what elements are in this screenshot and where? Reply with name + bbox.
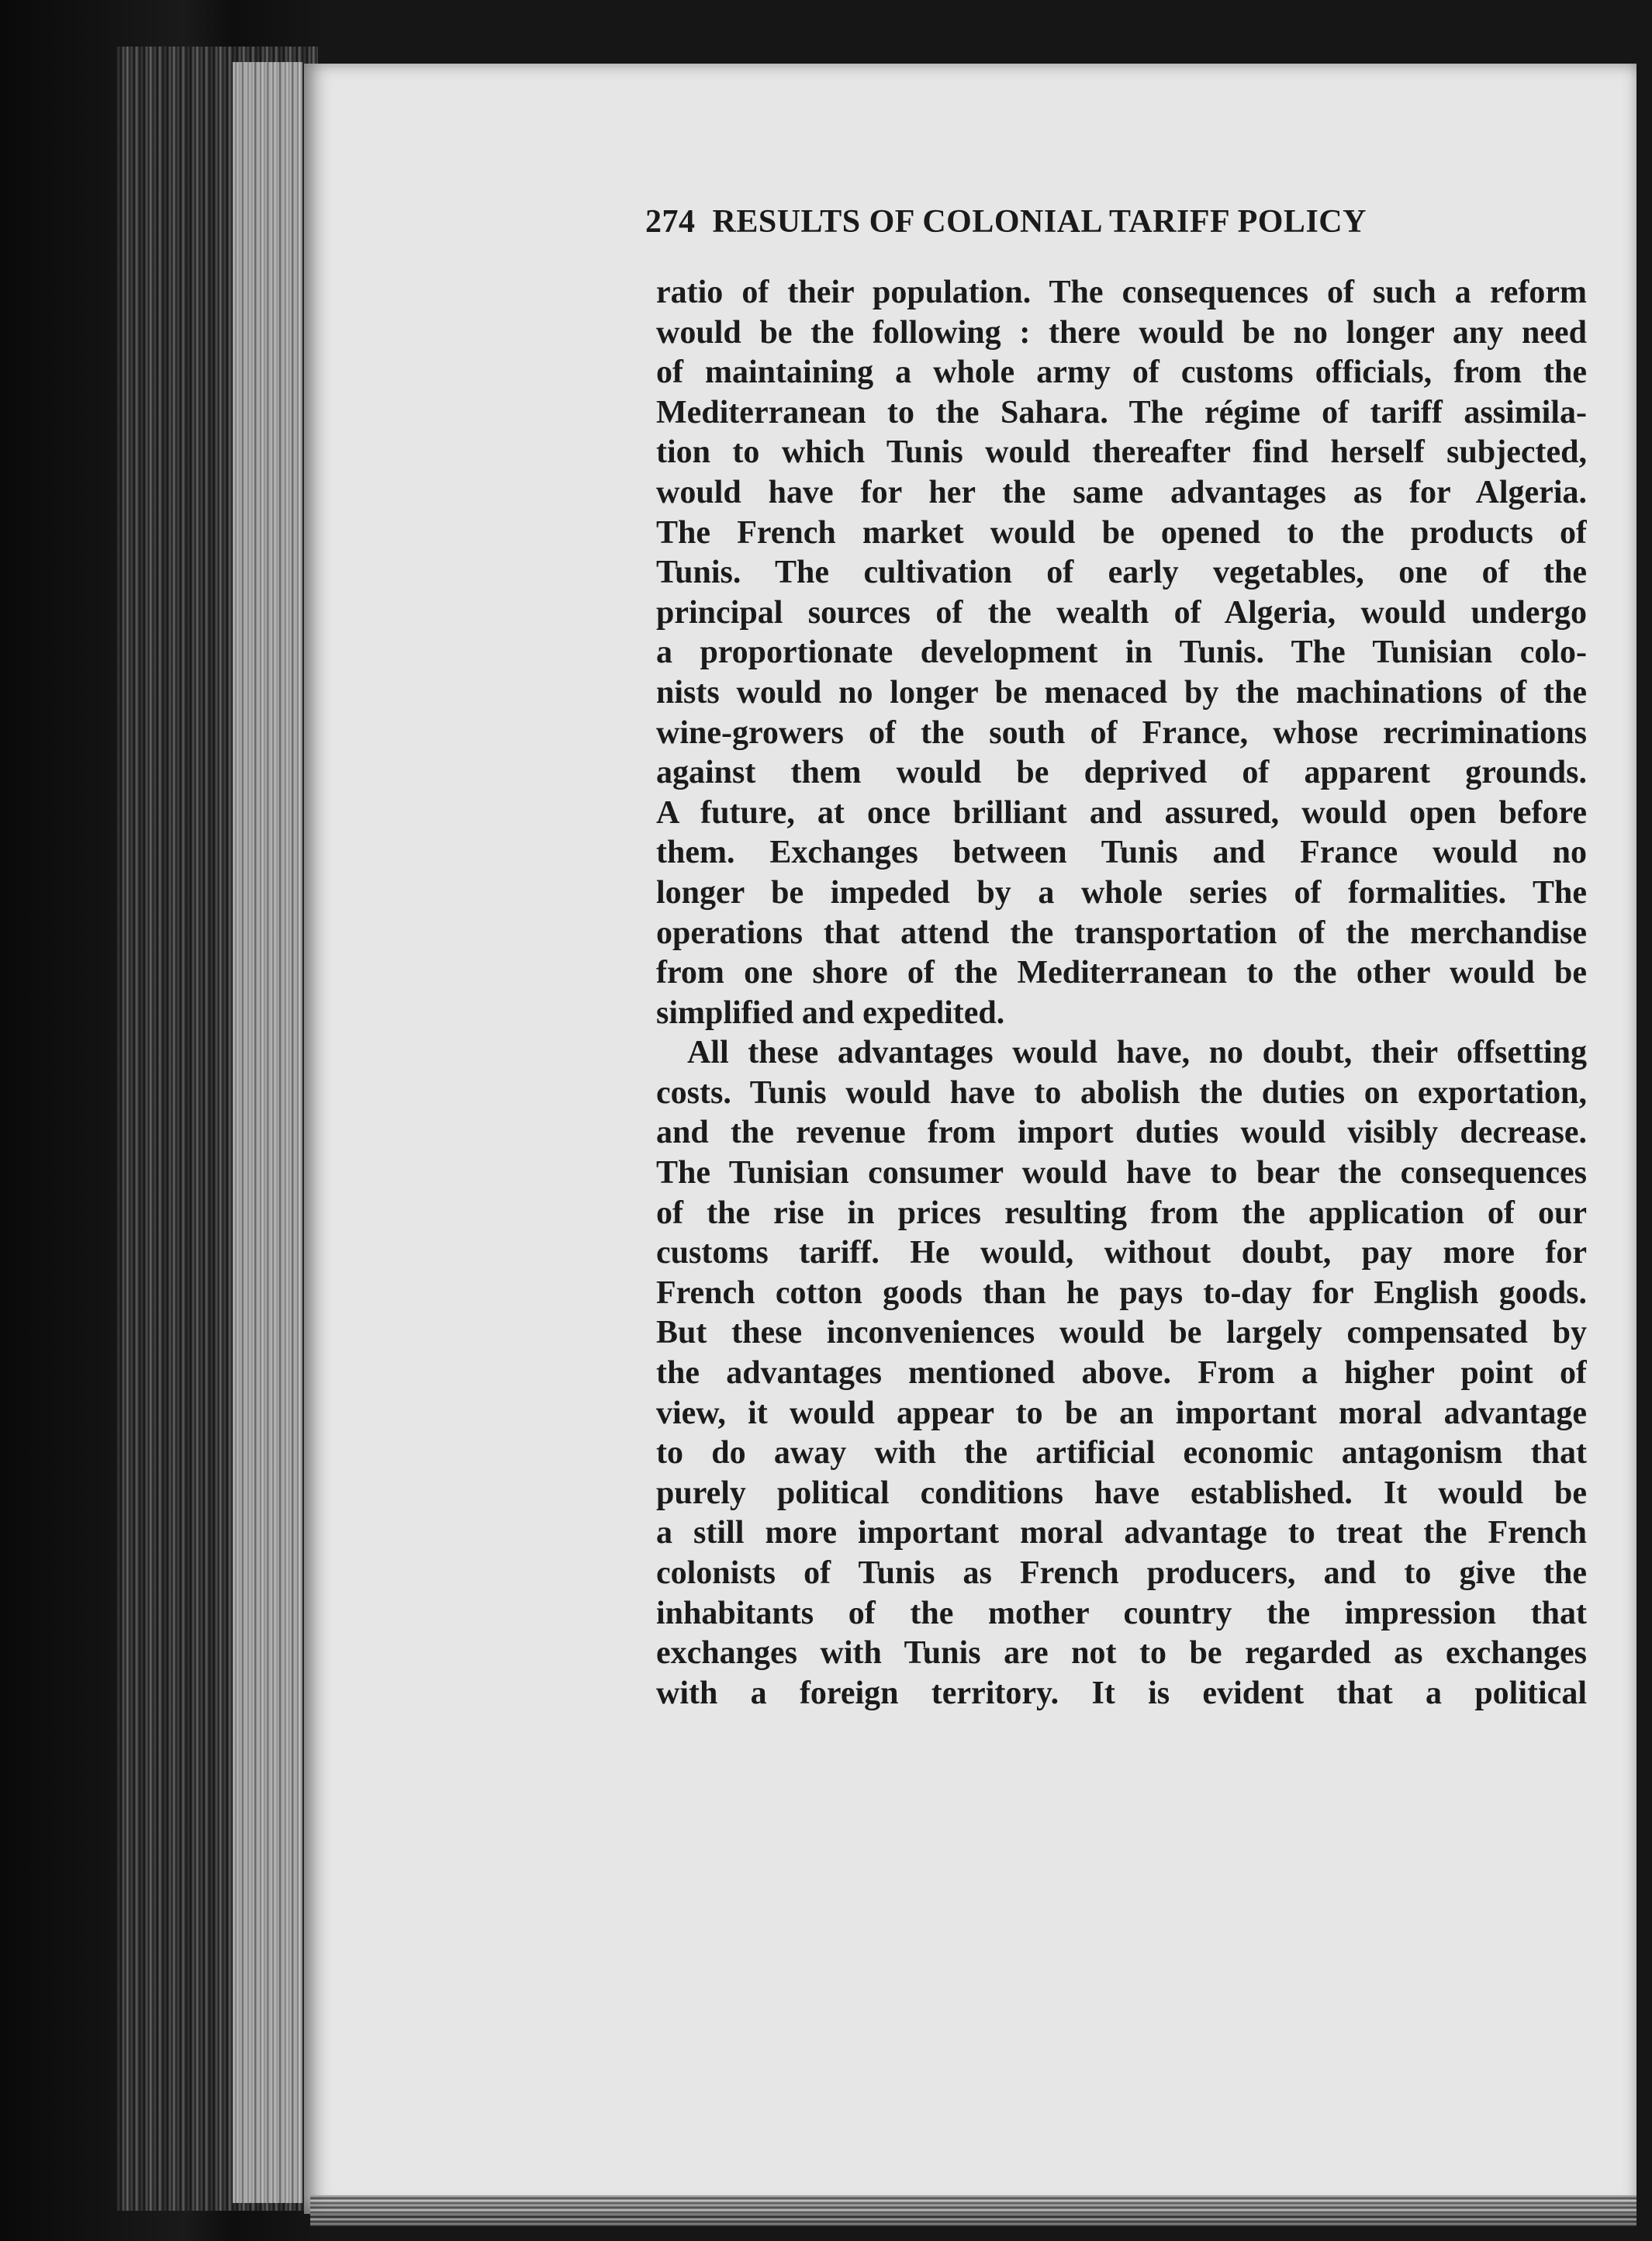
text-line: nists would no longer be menaced by the machinations of the	[656, 674, 1587, 711]
running-title: RESULTS OF COLONIAL TARIFF POLICY	[712, 204, 1367, 240]
text-line: Mediterranean to the Sahara. The régime of tariff assimila-	[656, 394, 1587, 431]
text-line: against them would be deprived of apparent grounds.	[656, 755, 1587, 791]
text-line: The French market would be opened to the products of	[656, 514, 1587, 551]
book-page-edges-highlight	[233, 62, 302, 2203]
text-line: costs. Tunis would have to abolish the duties on exportation,	[656, 1074, 1587, 1111]
text-line: A future, at once brilliant and assured, would open before	[656, 794, 1587, 831]
text-line: tion to which Tunis would thereafter find herself subjected,	[656, 434, 1587, 471]
text-line: the advantages mentioned above. From a higher point of	[656, 1355, 1587, 1392]
text-line: inhabitants of the mother country the impression that	[656, 1595, 1587, 1631]
text-line: would have for her the same advantages as for Algeria.	[656, 474, 1587, 510]
text-line: All these advantages would have, no doubt, their offsetting	[687, 1035, 1587, 1071]
text-line: of maintaining a whole army of customs officials, from the	[656, 354, 1587, 391]
body-text	[656, 273, 1587, 1714]
text-line: a still more important moral advantage to treat the French	[656, 1515, 1587, 1551]
text-line: purely political conditions have established. It would be	[656, 1475, 1587, 1511]
text-line: them. Exchanges between Tunis and France would no	[656, 835, 1587, 871]
text-line: operations that attend the transportation of the merchandise	[656, 915, 1587, 951]
text-line: French cotton goods than he pays to-day for English goods.	[656, 1274, 1587, 1311]
text-line: exchanges with Tunis are not to be regarded as exchanges	[656, 1635, 1587, 1672]
text-line: colonists of Tunis as French producers, and to give the	[656, 1555, 1587, 1591]
text-line: to do away with the artificial economic antagonism that	[656, 1435, 1587, 1472]
text-line: The Tunisian consumer would have to bear the consequences	[656, 1155, 1587, 1191]
text-line: of the rise in prices resulting from the application of our	[656, 1195, 1587, 1231]
text-line: But these inconveniences would be largely compensated by	[656, 1315, 1587, 1351]
text-line: would be the following : there would be no longer any need	[656, 314, 1587, 351]
text-line: simplified and expedited.	[656, 994, 1005, 1031]
book-bottom-edge	[310, 2195, 1636, 2226]
running-head	[645, 203, 1483, 240]
text-line: and the revenue from import duties would visibly decrease.	[656, 1115, 1587, 1151]
page-number: 274	[645, 204, 696, 240]
text-line: wine-growers of the south of France, whose recriminations	[656, 714, 1587, 751]
text-line: Tunis. The cultivation of early vegetables, one of the	[656, 555, 1587, 591]
text-line: a proportionate development in Tunis. The Tunisian colo-	[656, 635, 1587, 671]
text-line: principal sources of the wealth of Algeria, would undergo	[656, 594, 1587, 631]
text-line: longer be impeded by a whole series of formalities. The	[656, 874, 1587, 911]
text-line: view, it would appear to be an important moral advantage	[656, 1395, 1587, 1431]
text-line: from one shore of the Mediterranean to the other would be	[656, 955, 1587, 991]
text-line: customs tariff. He would, without doubt, pay more for	[656, 1235, 1587, 1271]
text-line: ratio of their population. The consequences of such a reform	[656, 275, 1587, 310]
text-line: with a foreign territory. It is evident that a political	[656, 1675, 1587, 1711]
